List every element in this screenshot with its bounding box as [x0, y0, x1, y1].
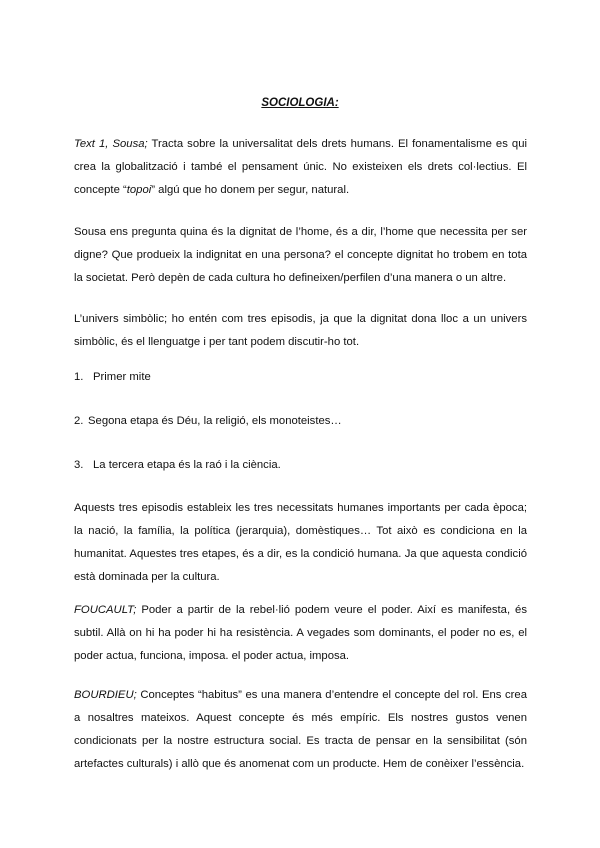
author-reference: BOURDIEU;	[74, 689, 137, 701]
list-number: 2.	[74, 415, 84, 427]
paragraph-text: Conceptes “habitus” es una manera d’entendre el concepte del rol. Ens crea a nosaltres mateixos. Aquest concepte és més empíric. Els nostres gustos venen condicionats per la nostre estructura social. Es tracta de pensar en la sensibilitat (són artefactes culturals) i allò que és anomenat com un producte. Hem de conèixer l’essència.	[74, 689, 527, 770]
document-title: SOCIOLOGIA:	[261, 97, 339, 109]
text-reference: Text 1, Sousa;	[74, 138, 148, 150]
paragraph-foucault	[74, 599, 527, 668]
list-text: Primer mite	[93, 371, 151, 383]
paragraph-text-tail: ” algú que ho donem per segur, natural.	[151, 184, 350, 196]
paragraph-text: Poder a partir de la rebel·lió podem veure el poder. Així es manifesta, és subtil. Allà on hi ha poder hi ha resistència. A vegades som dominants, el poder no es, el poder actua, funciona, imposa. el poder actua, imposa.	[74, 604, 527, 662]
paragraph-dignitat: Sousa ens pregunta quina és la dignitat de l’home, és a dir, l’home que necessita per ser digne? Que produeix la indignitat en una persona? el concepte dignitat ho trobem en tota la societat. Però depèn de cada cultura ho defineixen/perfilen d’una manera o un altre.	[74, 226, 527, 284]
list-item-2	[74, 410, 527, 433]
list-number: 3.	[74, 459, 84, 471]
paragraph-univers-simbolic: L’univers simbòlic; ho entén com tres episodis, ja que la dignitat dona lloc a un univers simbòlic, és el llenguatge i per tant podem discutir-ho tot.	[74, 313, 527, 348]
list-text: La tercera etapa és la raó i la ciència.	[93, 459, 281, 471]
list-number: 1.	[74, 371, 84, 383]
paragraph-bourdieu	[74, 684, 527, 776]
paragraph-episodis: Aquests tres episodis estableix les tres necessitats humanes importants per cada època; la nació, la família, la política (jerarquia), domèstiques… Tot això es condiciona en la humanitat. Aquestes tres etapes, és a dir, es la condició humana. Ja que aquesta condició està dominada per la cultura.	[74, 502, 527, 583]
author-reference: FOUCAULT;	[74, 604, 137, 616]
list-text: Segona etapa és Déu, la religió, els monoteistes…	[88, 415, 342, 427]
topoi-term: topoi	[126, 184, 152, 196]
paragraph-text: Tracta sobre la universalitat dels drets humans. El fonamentalisme es qui crea la globalització i també el pensament únic. No existeixen els drets col·lectius. El concepte “	[74, 138, 527, 196]
paragraph-sousa-text1	[74, 133, 527, 202]
list-item-1	[74, 366, 527, 389]
list-item-3	[74, 454, 527, 477]
